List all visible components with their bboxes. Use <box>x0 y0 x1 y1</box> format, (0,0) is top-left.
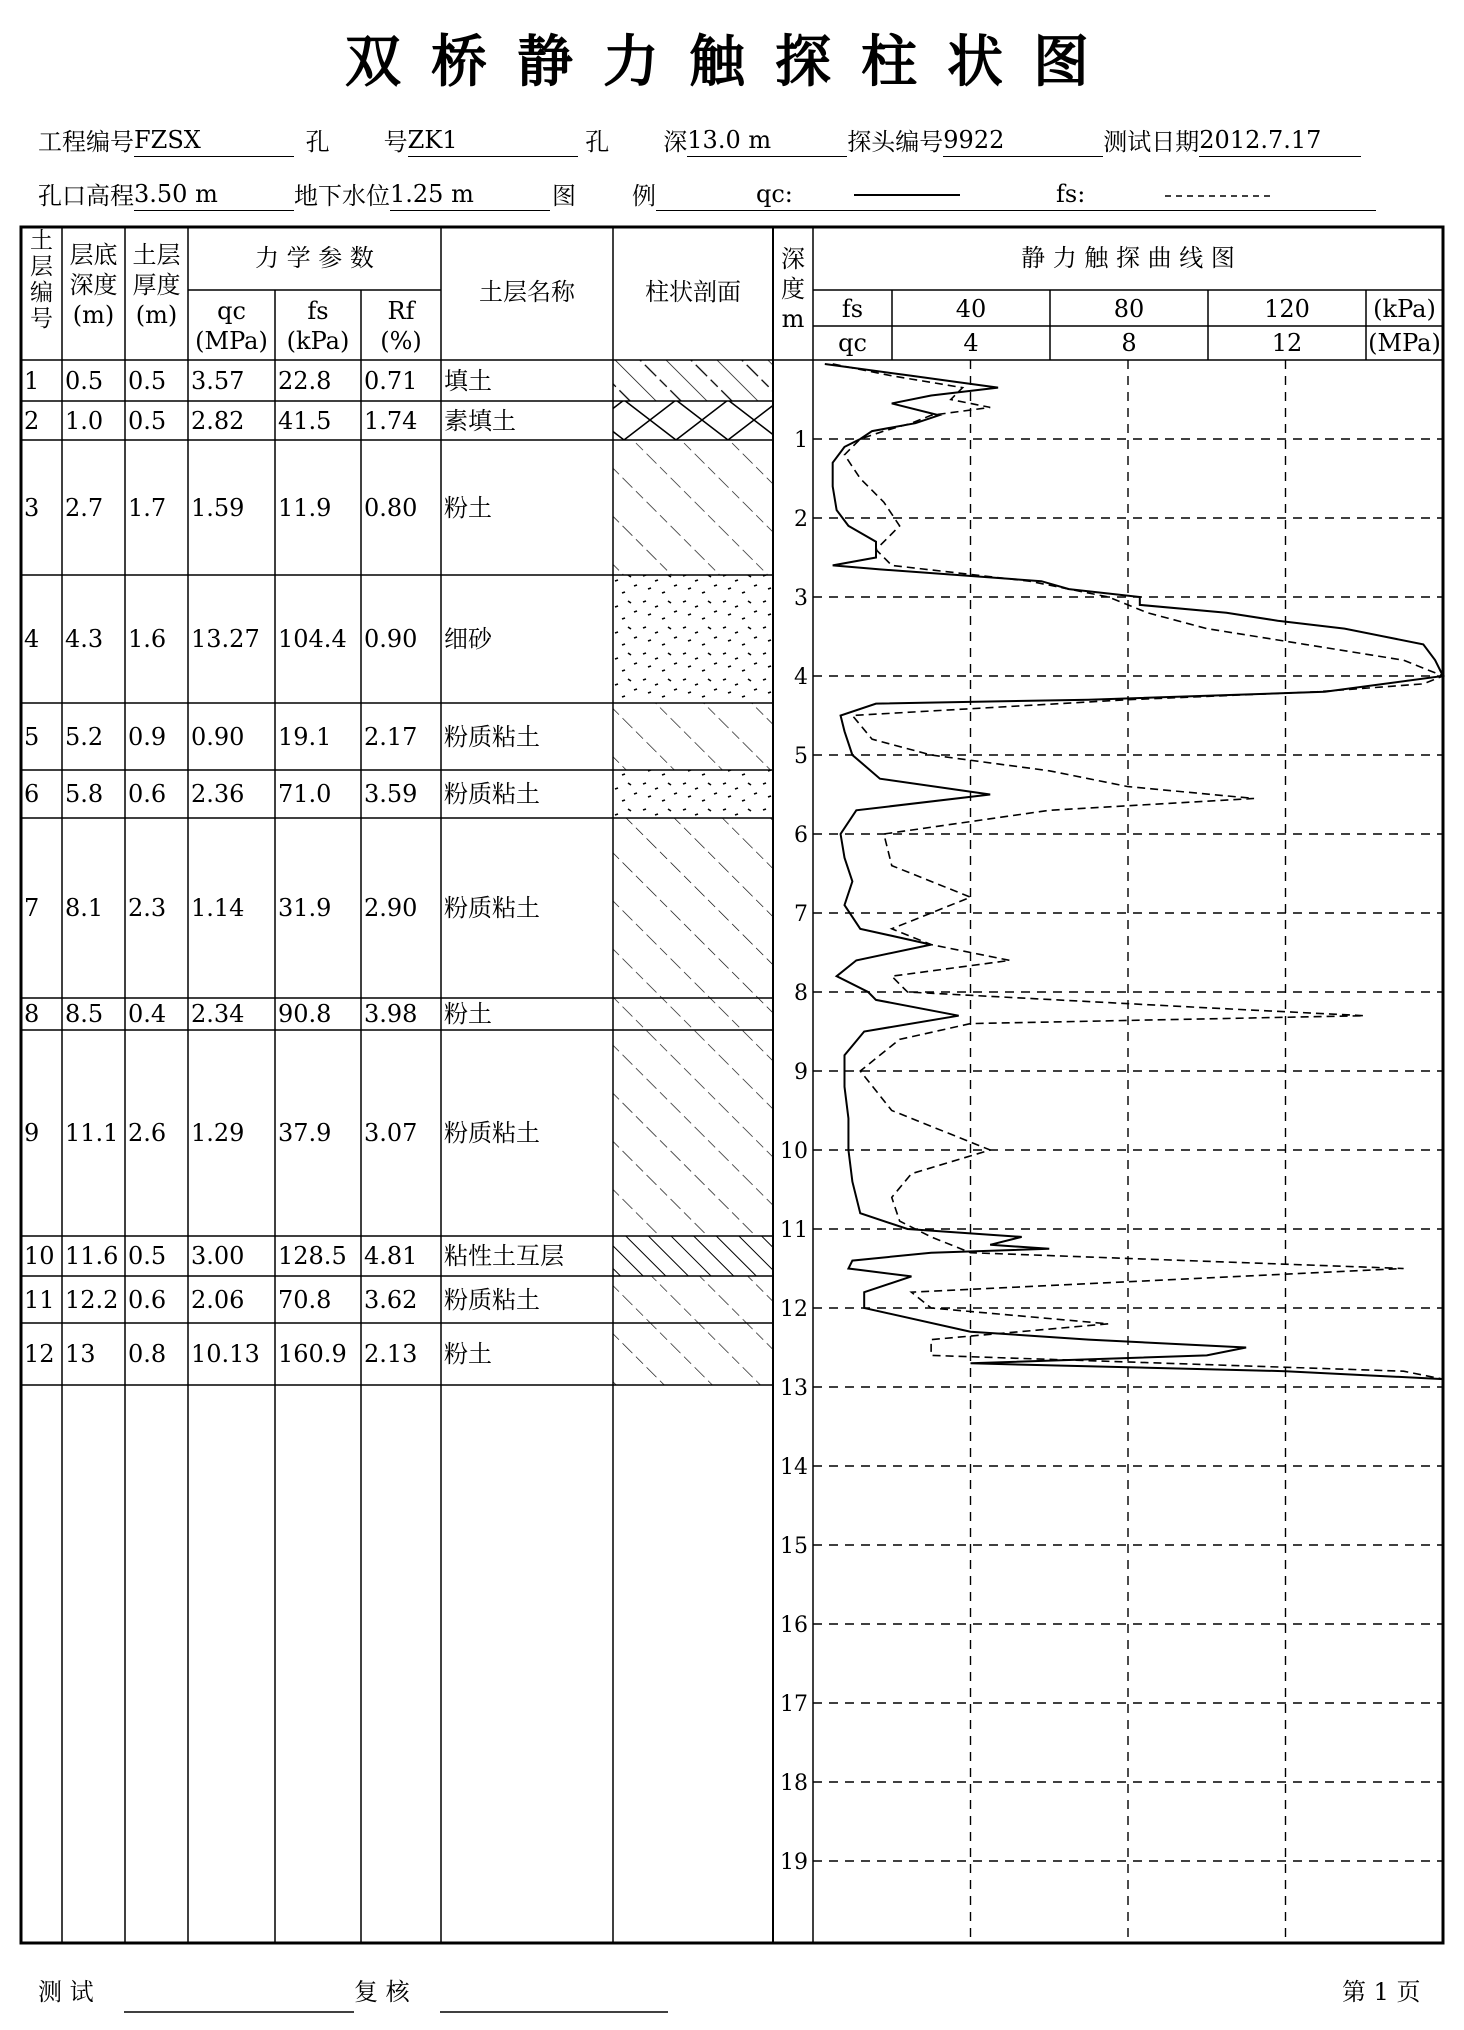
layer-1-qc: 3.57 <box>191 366 245 395</box>
layer-5-rf: 2.17 <box>364 722 418 751</box>
page-number: 第 1 页 <box>1342 1978 1421 2006</box>
axis-qc-label: qc <box>838 329 867 357</box>
layer-9-rf: 3.07 <box>364 1119 418 1147</box>
tester-label: 测 试 <box>38 1978 94 2006</box>
depth-tick-18: 18 <box>780 1771 808 1796</box>
date-value: 2012.7.17 <box>1199 126 1361 157</box>
layer-12-thick: 0.8 <box>128 1340 167 1368</box>
project-value: FZSX <box>134 126 294 157</box>
layer-9-name: 粉质粘土 <box>444 1119 540 1147</box>
header-bottom-depth: 层底 深度 (m) <box>69 241 118 329</box>
profile-hatch-6 <box>613 770 773 818</box>
layer-6-no: 6 <box>24 780 40 808</box>
depth-tick-9: 9 <box>794 1060 808 1085</box>
layer-8-thick: 0.4 <box>128 1000 167 1028</box>
fs-unit: (kPa) <box>1373 295 1436 323</box>
depth-tick-15: 15 <box>780 1534 808 1559</box>
layer-5-name: 粉质粘土 <box>444 722 540 751</box>
header-fs: fs (kPa) <box>286 297 350 355</box>
layer-3-fs: 11.9 <box>278 493 332 522</box>
layer-5-fs: 19.1 <box>278 722 332 751</box>
layer-11-qc: 2.06 <box>191 1285 245 1314</box>
layer-3-no: 3 <box>24 493 40 522</box>
layer-11-no: 11 <box>24 1285 55 1314</box>
layer-5-thick: 0.9 <box>128 722 167 751</box>
layer-9-qc: 1.29 <box>191 1119 245 1147</box>
probe-value: 9922 <box>943 126 1103 157</box>
layer-12-no: 12 <box>24 1340 55 1368</box>
header-layer-no: 土 层 编 号 <box>30 228 53 332</box>
layer-10-rf: 4.81 <box>364 1242 418 1270</box>
layer-12-qc: 10.13 <box>191 1340 260 1368</box>
profile-hatch-8 <box>613 998 773 1030</box>
page-title: 双桥静力触探柱状图 <box>345 30 1119 95</box>
layer-10-no: 10 <box>24 1242 55 1270</box>
layer-12-depth: 13 <box>65 1340 96 1368</box>
layer-4-thick: 1.6 <box>128 625 167 653</box>
fs-tick-120: 120 <box>1264 295 1310 323</box>
hole-label-1: 孔 <box>305 128 330 156</box>
axis-fs-label: fs <box>841 295 864 323</box>
layer-7-name: 粉质粘土 <box>444 894 540 922</box>
layer-2-depth: 1.0 <box>65 406 104 435</box>
profile-hatch-1 <box>613 360 773 401</box>
layer-10-fs: 128.5 <box>278 1242 347 1270</box>
layer-5-qc: 0.90 <box>191 722 245 751</box>
layer-10-qc: 3.00 <box>191 1242 245 1270</box>
layer-12-rf: 2.13 <box>364 1340 418 1368</box>
layer-3-qc: 1.59 <box>191 493 245 522</box>
layer-1-fs: 22.8 <box>278 366 332 395</box>
date-label: 测试日期 <box>1103 128 1200 156</box>
layer-5-depth: 5.2 <box>65 722 104 751</box>
layer-6-thick: 0.6 <box>128 780 167 808</box>
layer-4-name: 细砂 <box>444 625 492 653</box>
depth-tick-10: 10 <box>780 1139 808 1164</box>
qc-curve <box>825 364 1443 1379</box>
depth-tick-14: 14 <box>780 1455 808 1480</box>
layer-7-qc: 1.14 <box>191 894 245 922</box>
layer-8-rf: 3.98 <box>364 1000 418 1028</box>
depth-value: 13.0 m <box>687 126 847 157</box>
header-depth: 深 度 m <box>781 245 805 333</box>
layer-2-thick: 0.5 <box>128 406 167 435</box>
water-value: 1.25 m <box>390 180 550 211</box>
layer-4-qc: 13.27 <box>191 625 260 653</box>
layer-3-depth: 2.7 <box>65 493 104 522</box>
depth-tick-5: 5 <box>794 744 808 769</box>
layer-8-fs: 90.8 <box>278 1000 332 1028</box>
depth-label-2: 深 <box>663 128 688 156</box>
layer-11-fs: 70.8 <box>278 1285 332 1314</box>
layer-6-name: 粉质粘土 <box>444 780 540 808</box>
layer-3-rf: 0.80 <box>364 493 418 522</box>
header-qc: qc (MPa) <box>195 297 268 355</box>
layer-7-depth: 8.1 <box>65 894 104 922</box>
layer-3-name: 粉土 <box>444 493 492 522</box>
depth-tick-17: 17 <box>780 1692 808 1717</box>
profile-hatch-3 <box>613 440 773 575</box>
layer-4-no: 4 <box>24 625 40 653</box>
layer-9-thick: 2.6 <box>128 1119 167 1147</box>
elevation-label: 孔口高程 <box>38 182 134 210</box>
layer-5-no: 5 <box>24 722 40 751</box>
depth-tick-2: 2 <box>794 507 808 532</box>
depth-label-1: 孔 <box>585 128 610 156</box>
layer-2-name: 素填土 <box>444 406 516 435</box>
profile-hatch-2 <box>613 401 773 440</box>
legend-label-2: 例 <box>632 182 656 210</box>
layer-1-thick: 0.5 <box>128 366 167 395</box>
project-label: 工程编号 <box>38 128 134 156</box>
layer-10-name: 粘性土互层 <box>444 1242 564 1270</box>
layer-2-qc: 2.82 <box>191 406 245 435</box>
qc-unit: (MPa) <box>1368 329 1441 357</box>
layer-12-name: 粉土 <box>444 1340 492 1368</box>
elevation-value: 3.50 m <box>134 180 294 211</box>
depth-tick-12: 12 <box>780 1297 808 1322</box>
depth-tick-4: 4 <box>794 665 808 690</box>
layer-8-no: 8 <box>24 1000 40 1028</box>
profile-hatch-11 <box>613 1276 773 1323</box>
header-rf: Rf (%) <box>380 297 422 355</box>
layer-6-depth: 5.8 <box>65 780 104 808</box>
layer-7-fs: 31.9 <box>278 894 332 922</box>
fs-tick-80: 80 <box>1113 295 1145 323</box>
review-label: 复 核 <box>354 1978 410 2006</box>
layer-7-thick: 2.3 <box>128 894 167 922</box>
header-curve-title: 静 力 触 探 曲 线 图 <box>1021 244 1235 272</box>
header-thickness: 土层 厚度 (m) <box>132 241 181 329</box>
layer-1-name: 填土 <box>444 366 492 395</box>
layer-1-rf: 0.71 <box>364 366 418 395</box>
water-label: 地下水位 <box>294 182 390 210</box>
layer-8-depth: 8.5 <box>65 1000 104 1028</box>
layer-4-rf: 0.90 <box>364 625 418 653</box>
legend-label-1: 图 <box>552 182 576 210</box>
profile-hatch-5 <box>613 703 773 770</box>
layer-11-rf: 3.62 <box>364 1285 418 1314</box>
depth-tick-11: 11 <box>780 1218 808 1243</box>
depth-tick-7: 7 <box>794 902 808 927</box>
qc-tick-8: 8 <box>1121 329 1137 357</box>
qc-tick-12: 12 <box>1271 329 1303 357</box>
layer-8-qc: 2.34 <box>191 1000 245 1028</box>
profile-hatch-4 <box>613 575 773 703</box>
layer-6-fs: 71.0 <box>278 780 332 808</box>
layer-1-no: 1 <box>24 366 40 395</box>
layer-12-fs: 160.9 <box>278 1340 347 1368</box>
depth-tick-6: 6 <box>794 823 808 848</box>
layer-2-rf: 1.74 <box>364 406 418 435</box>
header-soil-name: 土层名称 <box>479 278 575 306</box>
depth-tick-1: 1 <box>794 428 808 453</box>
layer-1-depth: 0.5 <box>65 366 104 395</box>
layer-2-no: 2 <box>24 406 40 435</box>
layer-3-thick: 1.7 <box>128 493 167 522</box>
layer-9-depth: 11.1 <box>65 1119 119 1147</box>
profile-hatch-12 <box>613 1323 773 1385</box>
layer-4-fs: 104.4 <box>278 625 347 653</box>
hole-value: ZK1 <box>408 126 578 157</box>
layer-9-no: 9 <box>24 1119 40 1147</box>
layer-7-no: 7 <box>24 894 40 922</box>
legend-fs-label: fs: <box>1056 180 1086 208</box>
depth-tick-3: 3 <box>794 586 808 611</box>
depth-tick-19: 19 <box>780 1850 808 1875</box>
header-profile: 柱状剖面 <box>645 278 741 306</box>
layer-10-thick: 0.5 <box>128 1242 167 1270</box>
probe-label: 探头编号 <box>847 128 944 156</box>
layer-11-thick: 0.6 <box>128 1285 167 1314</box>
profile-hatch-10 <box>613 1236 773 1276</box>
fs-tick-40: 40 <box>955 295 987 323</box>
layer-6-qc: 2.36 <box>191 780 245 808</box>
layer-2-fs: 41.5 <box>278 406 332 435</box>
layer-9-fs: 37.9 <box>278 1119 332 1147</box>
legend-qc-label: qc: <box>756 180 793 208</box>
depth-tick-8: 8 <box>794 981 808 1006</box>
layer-11-name: 粉质粘土 <box>444 1285 540 1314</box>
layer-7-rf: 2.90 <box>364 894 418 922</box>
qc-tick-4: 4 <box>963 329 979 357</box>
fs-curve <box>833 364 1443 1379</box>
profile-hatch-9 <box>613 1030 773 1236</box>
layer-6-rf: 3.59 <box>364 780 418 808</box>
header-mech-params: 力 学 参 数 <box>255 244 374 272</box>
layer-4-depth: 4.3 <box>65 625 104 653</box>
layer-11-depth: 12.2 <box>65 1285 119 1314</box>
layer-8-name: 粉土 <box>444 1000 492 1028</box>
layer-10-depth: 11.6 <box>65 1242 119 1270</box>
hole-label-2: 号 <box>383 128 408 156</box>
profile-hatch-7 <box>613 818 773 998</box>
depth-tick-13: 13 <box>780 1376 808 1401</box>
depth-tick-16: 16 <box>780 1613 808 1638</box>
